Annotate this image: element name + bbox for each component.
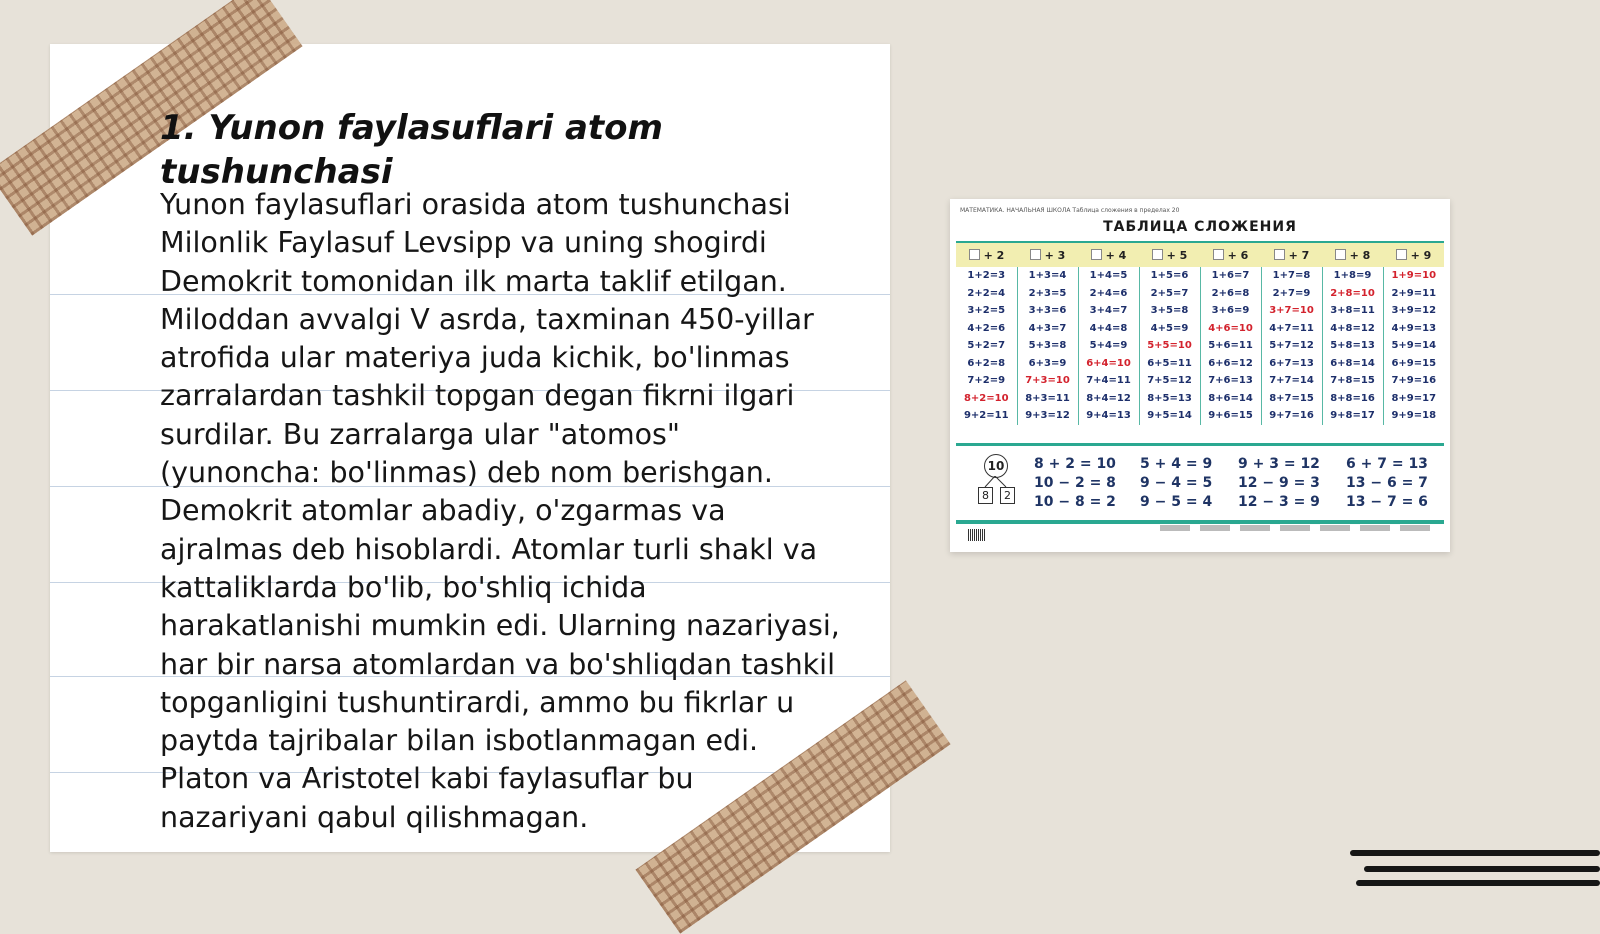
table-cell: 4+5=9 — [1139, 320, 1200, 338]
table-column-header — [1078, 242, 1139, 267]
number-facts-panel — [956, 443, 1444, 524]
table-cell: 2+6=8 — [1200, 285, 1261, 303]
table-row — [956, 390, 1444, 408]
table-cell: 8+2=10 — [963, 392, 1009, 404]
table-cell: 5+7=12 — [1261, 337, 1322, 355]
table-cell: 1+5=6 — [1139, 267, 1200, 285]
table-cell: 4+3=7 — [1017, 320, 1078, 338]
table-cell: 3+5=8 — [1139, 302, 1200, 320]
checkbox-square-icon — [1335, 249, 1346, 260]
table-cell: 4+7=11 — [1261, 320, 1322, 338]
table-cell: 4+4=8 — [1078, 320, 1139, 338]
number-fact: 9 − 5 = 4 — [1140, 494, 1213, 510]
table-cell: 3+2=5 — [967, 305, 1006, 317]
table-cell: 7+5=12 — [1139, 372, 1200, 390]
addition-table-image — [950, 199, 1450, 552]
brush-stroke — [1356, 880, 1600, 886]
column-header-label: + 6 — [1227, 248, 1249, 262]
table-cell: 4+6=10 — [1200, 320, 1261, 338]
number-bond-right: 2 — [1000, 487, 1015, 504]
table-column-header — [956, 242, 1017, 267]
table-row — [956, 372, 1444, 390]
table-cell: 6+9=15 — [1383, 355, 1444, 373]
table-cell: 5+3=8 — [1017, 337, 1078, 355]
table-cell: 5+8=13 — [1322, 337, 1383, 355]
checkbox-square-icon — [1152, 249, 1163, 260]
column-header-label: + 5 — [1166, 248, 1188, 262]
checkbox-square-icon — [1091, 249, 1102, 260]
table-row — [956, 337, 1444, 355]
table-cell: 7+3=10 — [1017, 372, 1078, 390]
table-cell: 6+7=13 — [1261, 355, 1322, 373]
column-header-label: + 3 — [1044, 248, 1066, 262]
table-cell: 6+8=14 — [1322, 355, 1383, 373]
table-cell: 2+9=11 — [1383, 285, 1444, 303]
table-row — [956, 355, 1444, 373]
table-row — [956, 302, 1444, 320]
number-fact: 9 + 3 = 12 — [1238, 456, 1320, 472]
table-cell: 3+9=12 — [1383, 302, 1444, 320]
table-cell: 8+8=16 — [1322, 390, 1383, 408]
number-fact: 13 − 7 = 6 — [1346, 494, 1428, 510]
table-cell: 3+7=10 — [1261, 302, 1322, 320]
table-cell: 9+3=12 — [1017, 407, 1078, 425]
table-title: ТАБЛИЦА СЛОЖЕНИЯ — [1103, 219, 1297, 235]
table-cell: 9+9=18 — [1383, 407, 1444, 425]
table-cell: 1+7=8 — [1261, 267, 1322, 285]
number-bond-top: 10 — [984, 454, 1008, 478]
table-cell: 6+3=9 — [1017, 355, 1078, 373]
table-column-header — [1261, 242, 1322, 267]
number-fact: 10 − 2 = 8 — [1034, 475, 1116, 491]
table-cell: 7+2=9 — [967, 375, 1006, 387]
number-fact: 5 + 4 = 9 — [1140, 456, 1213, 472]
checkbox-square-icon — [1396, 249, 1407, 260]
table-cell: 1+8=9 — [1322, 267, 1383, 285]
table-column-header — [1383, 242, 1444, 267]
table-cell: 7+8=15 — [1322, 372, 1383, 390]
column-header-label: + 7 — [1288, 248, 1310, 262]
table-cell: 4+8=12 — [1322, 320, 1383, 338]
table-row — [956, 407, 1444, 425]
table-cell: 2+5=7 — [1139, 285, 1200, 303]
column-header-label: + 2 — [983, 248, 1005, 262]
table-cell: 6+2=8 — [967, 357, 1006, 369]
table-cell: 1+4=5 — [1078, 267, 1139, 285]
table-cell: 9+4=13 — [1078, 407, 1139, 425]
table-cell: 9+7=16 — [1261, 407, 1322, 425]
table-cell: 6+5=11 — [1139, 355, 1200, 373]
table-cell: 5+9=14 — [1383, 337, 1444, 355]
table-cell: 4+9=13 — [1383, 320, 1444, 338]
table-column-header — [1322, 242, 1383, 267]
checkbox-square-icon — [1213, 249, 1224, 260]
checkbox-square-icon — [1030, 249, 1041, 260]
table-cell: 2+2=4 — [967, 287, 1006, 299]
number-fact: 9 − 4 = 5 — [1140, 475, 1213, 491]
table-cell: 8+4=12 — [1078, 390, 1139, 408]
table-cell: 1+6=7 — [1200, 267, 1261, 285]
number-fact: 6 + 7 = 13 — [1346, 456, 1428, 472]
table-column-header — [1017, 242, 1078, 267]
table-cell: 3+6=9 — [1200, 302, 1261, 320]
table-cell: 3+3=6 — [1017, 302, 1078, 320]
table-cell: 8+9=17 — [1383, 390, 1444, 408]
addition-grid — [956, 241, 1444, 425]
table-cell: 4+2=6 — [967, 322, 1006, 334]
slide-title: 1. Yunon faylasuflari atom tushunchasi — [160, 108, 663, 192]
table-cell: 2+4=6 — [1078, 285, 1139, 303]
checkbox-square-icon — [1274, 249, 1285, 260]
table-cell: 5+4=9 — [1078, 337, 1139, 355]
table-cell: 7+4=11 — [1078, 372, 1139, 390]
column-header-label: + 8 — [1349, 248, 1371, 262]
table-cell: 8+6=14 — [1200, 390, 1261, 408]
barcode-icon — [968, 529, 986, 541]
table-cell: 9+2=11 — [963, 410, 1009, 422]
table-cell: 9+6=15 — [1200, 407, 1261, 425]
number-fact: 12 − 3 = 9 — [1238, 494, 1320, 510]
table-cell: 8+3=11 — [1017, 390, 1078, 408]
table-cell: 1+9=10 — [1383, 267, 1444, 285]
table-cell: 2+3=5 — [1017, 285, 1078, 303]
table-cell: 8+5=13 — [1139, 390, 1200, 408]
table-row — [956, 320, 1444, 338]
table-cell: 5+6=11 — [1200, 337, 1261, 355]
fine-print — [1160, 525, 1440, 531]
table-cell: 3+4=7 — [1078, 302, 1139, 320]
table-column-header — [1200, 242, 1261, 267]
column-header-label: + 4 — [1105, 248, 1127, 262]
column-header-label: + 9 — [1410, 248, 1432, 262]
table-row — [956, 267, 1444, 285]
table-top-note: МАТЕМАТИКА. НАЧАЛЬНАЯ ШКОЛА Таблица сложения в пределах 20 — [960, 207, 1180, 214]
table-cell: 7+6=13 — [1200, 372, 1261, 390]
number-fact: 8 + 2 = 10 — [1034, 456, 1116, 472]
table-cell: 6+6=12 — [1200, 355, 1261, 373]
number-bond-left: 8 — [978, 487, 993, 504]
brush-stroke — [1350, 850, 1600, 856]
table-cell: 7+7=14 — [1261, 372, 1322, 390]
table-cell: 1+2=3 — [967, 270, 1006, 282]
table-column-header — [1139, 242, 1200, 267]
slide-body-text: Yunon faylasuflari orasida atom tushunchasi Milonlik Faylasuf Levsipp va uning shogirdi Demokrit tomonidan ilk marta taklif etilgan. Miloddan avvalgi V asrda, taxminan 450-yillar atrofida ular materiya juda kichik, bo'linmas zarralardan tashkil topgan degan fikrni ilgari surdilar. Bu zarralarga ular "atomos" (yunoncha: bo'linmas) deb nom berishgan. Demokrit atomlar abadiy, o'zgarmas va ajralmas deb hisoblardi. Atomlar turli shakl va kattaliklarda bo'lib, bo'shliq ichida harakatlanishi mumkin edi. Ularning nazariyasi, har bir narsa atomlardan va bo'shliqdan tashkil topganligini tushuntirardi, ammo bu fikrlar u paytda tajribalar bilan isbotlanmagan edi. Platon va Aristotel kabi faylasuflar bu nazariyani qabul qilishmagan. — [160, 188, 840, 834]
table-cell: 9+8=17 — [1322, 407, 1383, 425]
table-cell: 3+8=11 — [1322, 302, 1383, 320]
number-fact: 13 − 6 = 7 — [1346, 475, 1428, 491]
table-cell: 7+9=16 — [1383, 372, 1444, 390]
checkbox-square-icon — [969, 249, 980, 260]
table-cell: 5+2=7 — [967, 340, 1006, 352]
table-cell: 2+7=9 — [1261, 285, 1322, 303]
table-cell: 6+4=10 — [1078, 355, 1139, 373]
table-cell: 9+5=14 — [1139, 407, 1200, 425]
table-cell: 1+3=4 — [1017, 267, 1078, 285]
number-fact: 10 − 8 = 2 — [1034, 494, 1116, 510]
number-fact: 12 − 9 = 3 — [1238, 475, 1320, 491]
table-row — [956, 285, 1444, 303]
brush-stroke — [1364, 866, 1600, 872]
table-cell: 2+8=10 — [1322, 285, 1383, 303]
table-cell: 8+7=15 — [1261, 390, 1322, 408]
table-cell: 5+5=10 — [1139, 337, 1200, 355]
